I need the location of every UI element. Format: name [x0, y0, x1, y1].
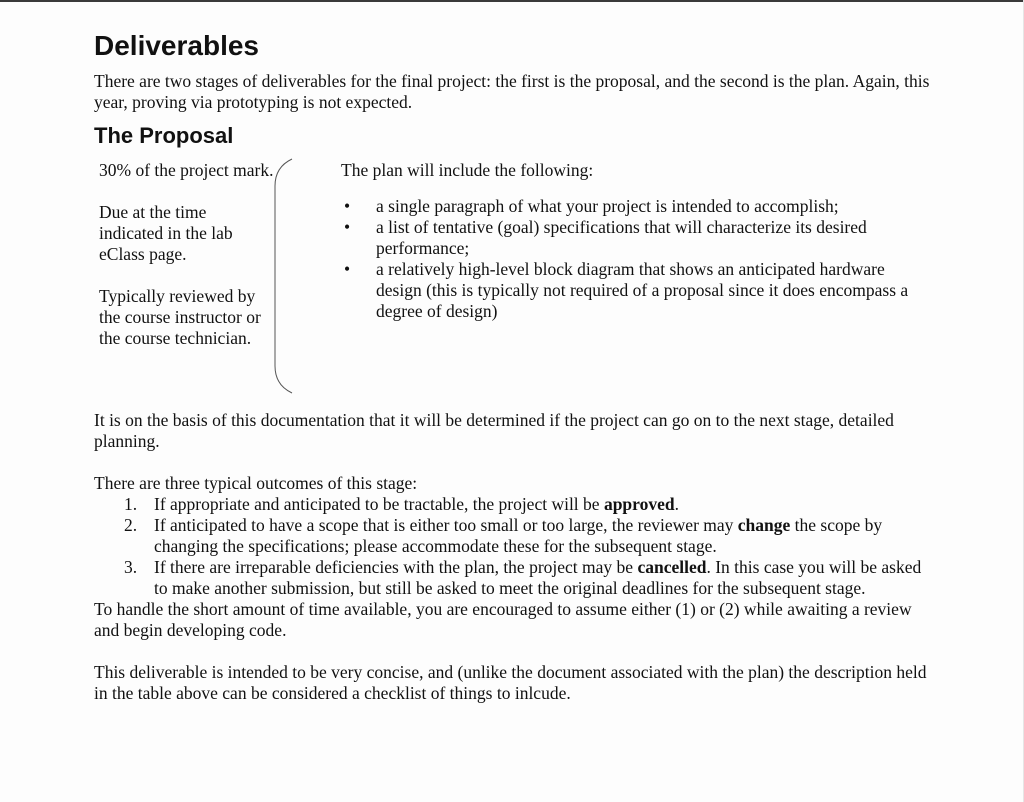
proposal-due-date: Due at the time indicated in the lab eClass page. — [99, 202, 233, 264]
outcome-text: If anticipated to have a scope that is either too small or too large, the reviewer may — [154, 515, 738, 535]
proposal-reviewer: Typically reviewed by the course instructor or the course technician. — [99, 286, 261, 348]
concise-paragraph: This deliverable is intended to be very concise, and (unlike the document associated with the plan) the description held in the table above can be considered a checklist of things to inlcude. — [94, 662, 927, 703]
proposal-summary-column — [99, 160, 274, 370]
outcome-item — [94, 494, 934, 515]
plan-bullet-item: • a single paragraph of what your project is intended to accomplish; — [341, 196, 931, 217]
plan-bullet-item: • a relatively high-level block diagram that shows an anticipated hardware design (this is typically not required of a proposal since it does encompass a degree of design) — [341, 259, 931, 322]
outcome-item — [94, 515, 934, 557]
proposal-plan-column — [341, 160, 931, 322]
outcome-text: If appropriate and anticipated to be tractable, the project will be — [154, 494, 604, 514]
proposal-heading: The Proposal — [94, 123, 234, 148]
handle-paragraph: To handle the short amount of time available, you are encouraged to assume either (1) or (2) while awaiting a review and begin developing code. — [94, 599, 912, 640]
left-brace-divider — [272, 158, 296, 394]
outcome-keyword: cancelled — [637, 557, 707, 577]
proposal-table — [94, 160, 934, 410]
proposal-mark-weight: 30% of the project mark. — [99, 160, 274, 180]
outcome-text-end: . In this case you will be asked to make another submission, but still be asked to meet the original deadlines for the subsequent stage. — [154, 557, 922, 598]
outcome-number: 2. — [124, 515, 138, 535]
outcome-text-end: the scope by changing the specifications; please accommodate these for the subsequent stage. — [154, 515, 883, 556]
outcome-keyword: change — [737, 515, 791, 535]
outcome-text-end: . — [674, 494, 679, 514]
basis-paragraph: It is on the basis of this documentation that it will be determined if the project can go on to the next stage, detailed planning. — [94, 410, 894, 451]
outcome-keyword: approved — [603, 494, 675, 514]
intro-paragraph: There are two stages of deliverables for the final project: the first is the proposal, and the second is the plan. Again, this year, proving via prototyping is not expected. — [94, 71, 930, 112]
outcomes-lead: There are three typical outcomes of this stage: — [94, 473, 418, 493]
page-title: Deliverables — [94, 30, 259, 61]
outcome-text: If there are irreparable deficiencies with the plan, the project may be — [154, 557, 638, 577]
plan-lead-text: The plan will include the following: — [341, 160, 594, 180]
plan-bullet-item: • a list of tentative (goal) specifications that will characterize its desired performance; — [341, 217, 931, 259]
outcomes-list — [94, 494, 934, 599]
document-page — [94, 28, 934, 704]
plan-bullet-list — [341, 196, 931, 322]
outcome-number: 3. — [124, 557, 138, 577]
window-top-border — [0, 0, 1024, 2]
outcome-item — [94, 557, 934, 599]
outcome-number: 1. — [124, 494, 138, 514]
